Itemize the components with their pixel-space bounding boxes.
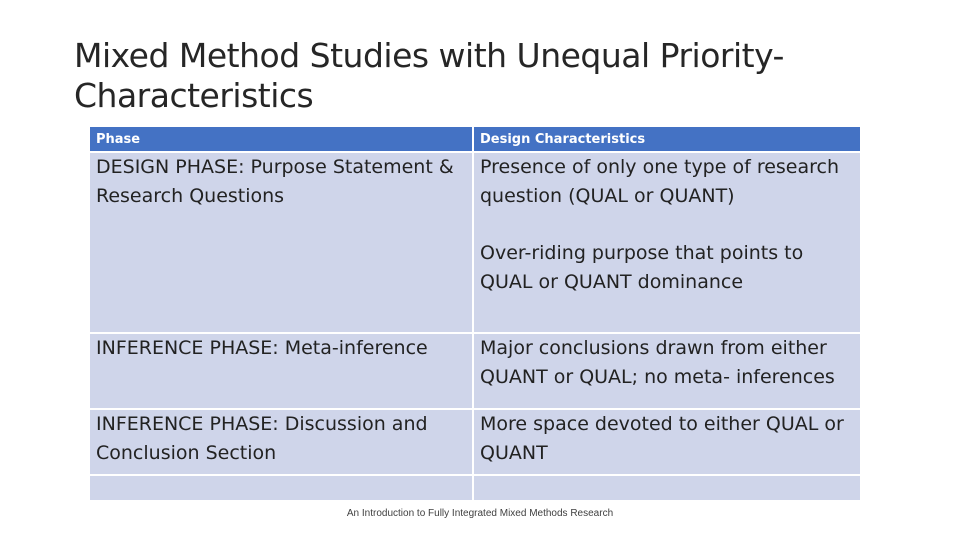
characteristics-cell bbox=[474, 153, 860, 334]
characteristics-cell bbox=[474, 410, 860, 476]
characteristics-cell bbox=[474, 476, 860, 502]
characteristic-text: More space devoted to either QUAL or QUANT bbox=[480, 413, 844, 464]
characteristics-table bbox=[90, 127, 860, 502]
slide-title bbox=[74, 36, 934, 116]
table-row bbox=[90, 334, 860, 410]
phase-text: DESIGN PHASE: Purpose Statement & Research Questions bbox=[96, 156, 454, 207]
phase-cell bbox=[90, 410, 474, 476]
slide-footer: An Introduction to Fully Integrated Mixed Methods Research bbox=[346, 508, 614, 519]
table-row-empty bbox=[90, 476, 860, 502]
phase-cell bbox=[90, 334, 474, 410]
header-phase: Phase bbox=[90, 127, 474, 153]
characteristic-text: Over-riding purpose that points to QUAL or QUANT dominance bbox=[480, 242, 804, 293]
slide-title-line-2: Characteristics bbox=[74, 76, 314, 115]
phase-cell bbox=[90, 153, 474, 334]
phase-text: INFERENCE PHASE: Discussion and Conclusion Section bbox=[96, 413, 428, 464]
phase-cell bbox=[90, 476, 474, 502]
slide-title-line-1: Mixed Method Studies with Unequal Priority- bbox=[74, 36, 784, 75]
table-row bbox=[90, 153, 860, 334]
characteristic-text: Major conclusions drawn from either QUANT or QUAL; no meta- inferences bbox=[480, 337, 835, 388]
phase-text: INFERENCE PHASE: Meta-inference bbox=[96, 337, 428, 359]
table-row bbox=[90, 410, 860, 476]
characteristics-cell bbox=[474, 334, 860, 410]
table-header-row bbox=[90, 127, 860, 153]
characteristic-text: Presence of only one type of research question (QUAL or QUANT) bbox=[480, 156, 840, 207]
header-design-characteristics: Design Characteristics bbox=[474, 127, 860, 153]
